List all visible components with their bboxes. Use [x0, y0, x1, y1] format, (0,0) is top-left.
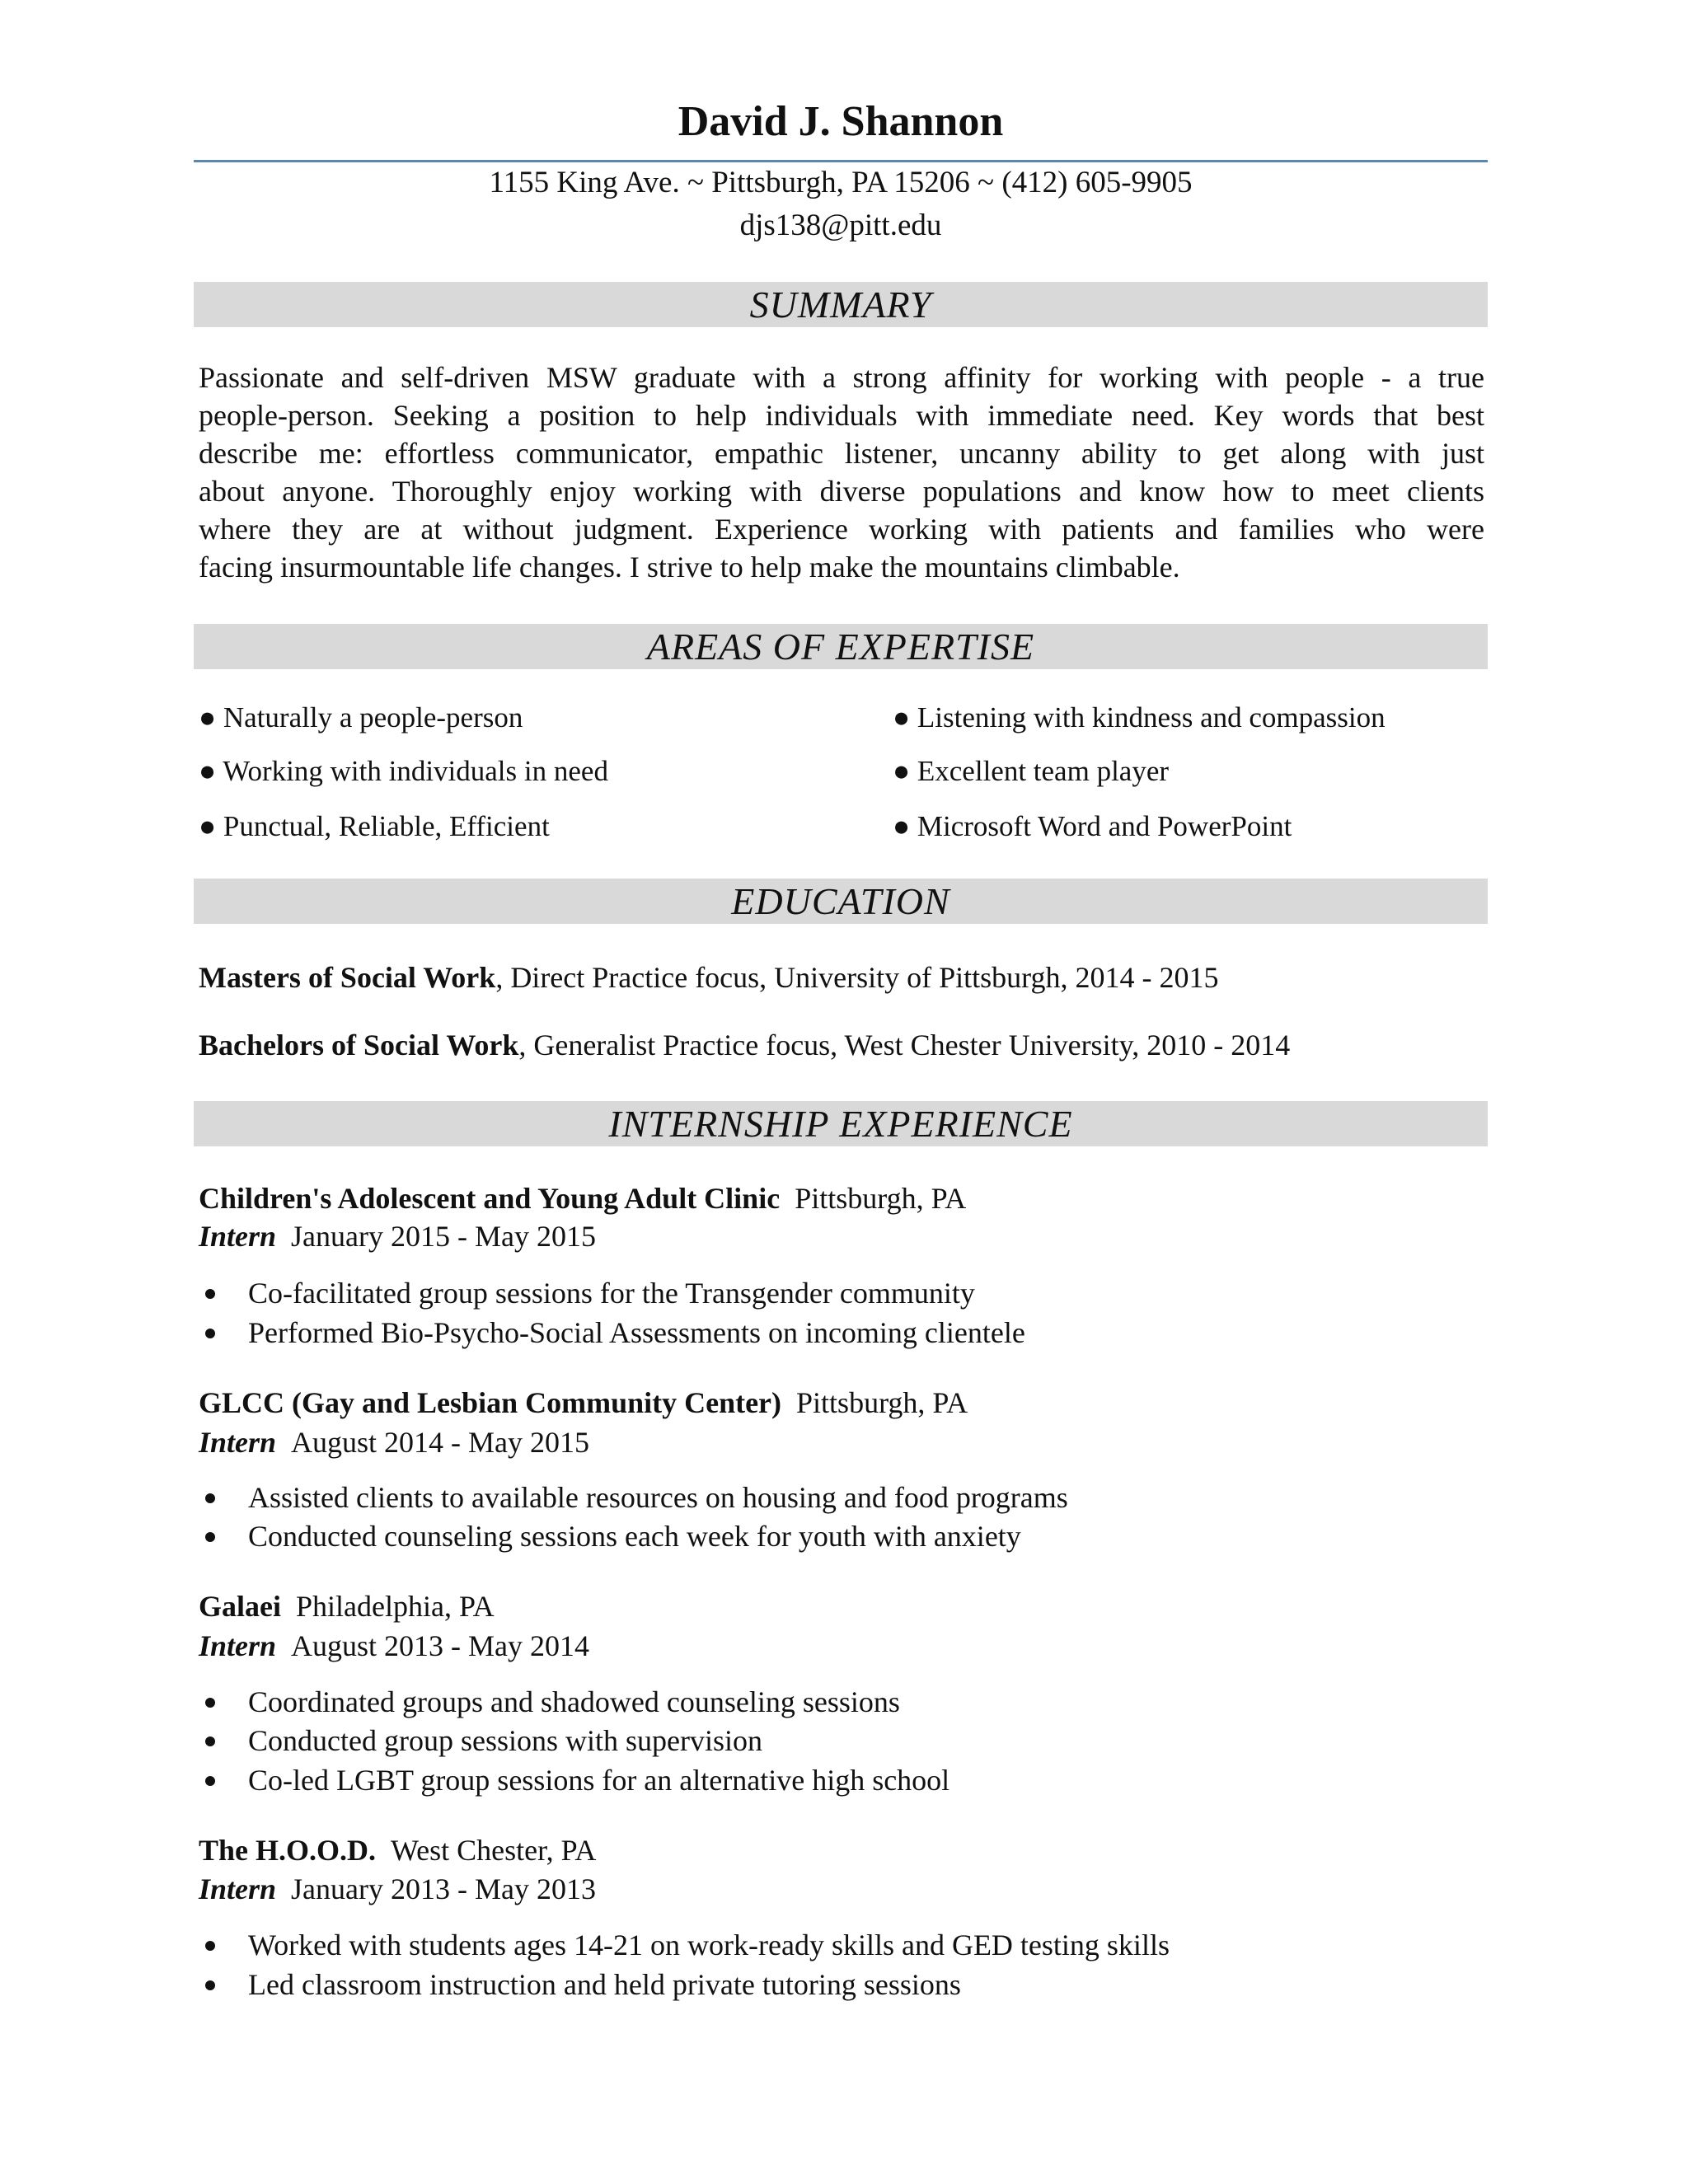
bullet-text: Worked with students ages 14-21 on work-ready skills and GED testing skills	[248, 1929, 1170, 1961]
education-heading: EDUCATION	[194, 879, 1488, 924]
job-org: Children's Adolescent and Young Adult Clinic	[199, 1182, 781, 1215]
bullet-dot-icon	[205, 1698, 215, 1708]
education-item	[199, 959, 1219, 996]
bullet-text: Coordinated groups and shadowed counseling sessions	[248, 1685, 900, 1718]
job-location: West Chester, PA	[391, 1834, 597, 1867]
bullet-dot-icon	[205, 1289, 215, 1299]
degree-name: Bachelors of Social Work	[199, 1029, 519, 1062]
summary-line: about anyone. Thoroughly enjoy working with diverse populations and know how to meet clients	[199, 475, 1484, 508]
contact-email: djs138@pitt.edu	[739, 209, 942, 242]
expertise-item: ● Listening with kindness and compassion	[893, 701, 1386, 733]
bullet-dot-icon	[205, 1493, 215, 1503]
job-dates: January 2015 - May 2015	[291, 1220, 596, 1253]
summary-heading: SUMMARY	[194, 282, 1488, 327]
job-header	[199, 1832, 596, 1868]
summary-line: people-person. Seeking a position to help individuals with immediate need. Key words that best	[199, 399, 1484, 432]
bullet-text: Conducted group sessions with supervision	[248, 1724, 762, 1757]
job-dates: August 2013 - May 2014	[291, 1629, 590, 1662]
summary-line: facing insurmountable life changes. I strive to help make the mountains climbable.	[199, 551, 1180, 583]
internship-heading: INTERNSHIP EXPERIENCE	[194, 1101, 1488, 1146]
job-org: The H.O.O.D.	[199, 1834, 377, 1867]
bullet-text: Conducted counseling sessions each week for youth with anxiety	[248, 1520, 1021, 1553]
job-org: GLCC (Gay and Lesbian Community Center)	[199, 1386, 782, 1419]
bullet-dot-icon	[205, 1532, 215, 1542]
bullet-dot-icon	[205, 1980, 215, 1990]
bullet-text: Assisted clients to available resources on housing and food programs	[248, 1481, 1068, 1514]
degree-detail: , Generalist Practice focus, West Chester University, 2010 - 2014	[518, 1029, 1291, 1062]
job-role: Intern	[199, 1220, 277, 1253]
summary-line: describe me: effortless communicator, empathic listener, uncanny ability to get along with just	[199, 437, 1484, 470]
job-header	[199, 1385, 968, 1421]
expertise-item: ● Working with individuals in need	[199, 755, 608, 787]
job-org: Galaei	[199, 1590, 281, 1623]
bullet-text: Led classroom instruction and held private tutoring sessions	[248, 1968, 961, 2001]
expertise-item: ● Excellent team player	[893, 755, 1170, 787]
candidate-name: David J. Shannon	[678, 98, 1004, 145]
job-role-line	[199, 1871, 596, 1907]
job-location: Pittsburgh, PA	[796, 1386, 968, 1419]
bullet-dot-icon	[205, 1329, 215, 1338]
job-location: Philadelphia, PA	[295, 1590, 495, 1623]
job-role: Intern	[199, 1426, 277, 1459]
job-role-line	[199, 1424, 589, 1460]
job-role-line	[199, 1628, 589, 1664]
job-header	[199, 1180, 966, 1216]
bullet-dot-icon	[205, 1736, 215, 1746]
job-role: Intern	[199, 1872, 277, 1905]
summary-line: where they are at without judgment. Experience working with patients and families who were	[199, 513, 1484, 546]
job-dates: January 2013 - May 2013	[291, 1872, 596, 1905]
degree-name: Masters of Social Work	[199, 961, 496, 994]
job-role: Intern	[199, 1629, 277, 1662]
bullet-text: Co-facilitated group sessions for the Transgender community	[248, 1277, 975, 1310]
job-header	[199, 1588, 495, 1624]
bullet-dot-icon	[205, 1941, 215, 1951]
header-divider	[194, 160, 1488, 162]
expertise-item: ● Punctual, Reliable, Efficient	[199, 810, 550, 842]
job-dates: August 2014 - May 2015	[291, 1426, 590, 1459]
degree-detail: , Direct Practice focus, University of Pittsburgh, 2014 - 2015	[495, 961, 1219, 994]
job-location: Pittsburgh, PA	[795, 1182, 967, 1215]
summary-line: Passionate and self-driven MSW graduate with a strong affinity for working with people - a true	[199, 361, 1484, 394]
contact-address: 1155 King Ave. ~ Pittsburgh, PA 15206 ~ (412) 605-9905	[489, 166, 1193, 199]
summary-text	[199, 359, 1484, 586]
bullet-text: Performed Bio-Psycho-Social Assessments on incoming clientele	[248, 1316, 1025, 1349]
bullet-dot-icon	[205, 1776, 215, 1786]
job-role-line	[199, 1218, 596, 1254]
education-item	[199, 1027, 1290, 1063]
expertise-heading: AREAS OF EXPERTISE	[194, 624, 1488, 669]
expertise-item: ● Naturally a people-person	[199, 701, 523, 733]
expertise-item: ● Microsoft Word and PowerPoint	[893, 810, 1292, 842]
bullet-text: Co-led LGBT group sessions for an alternative high school	[248, 1764, 950, 1797]
